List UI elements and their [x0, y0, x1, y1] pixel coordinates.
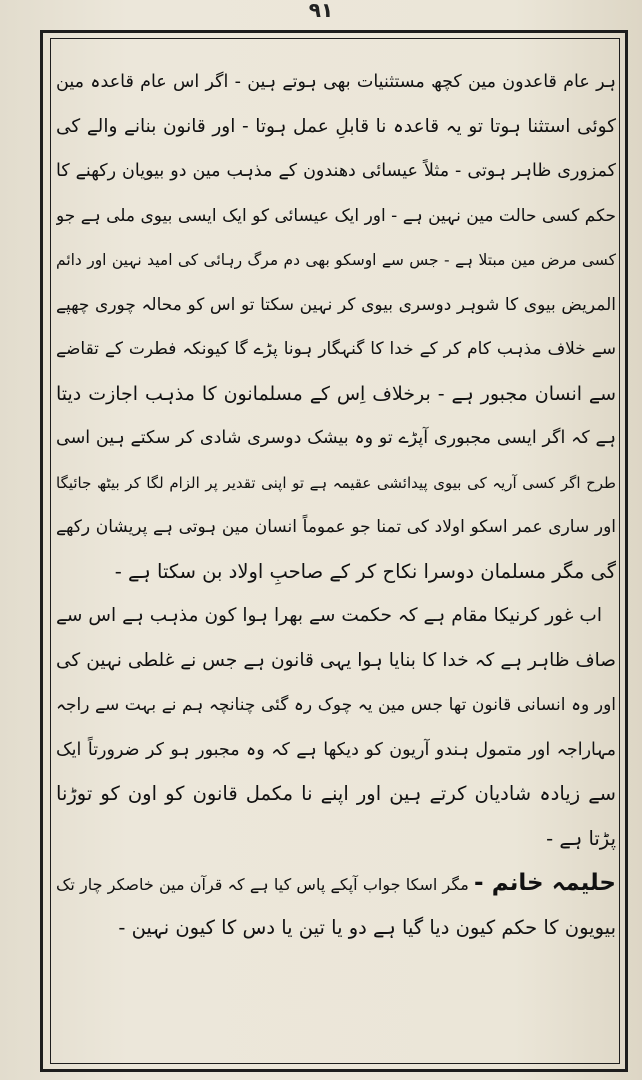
text-line: بیویون کا حکم کیون دیا گیا ہے دو یا تین یا دس کا کیون نہین - — [118, 915, 616, 939]
text-line: حکم کسی حالت مین نہین ہے - اور ایک عیسائی کو ایک ایسی بیوی ملی ہے جو — [56, 205, 616, 226]
text-line: سے انسان مجبور ہے - برخلاف اِس کے مسلمانون کا مذہب اجازت دیتا — [56, 382, 616, 405]
text-line: المریض بیوی کا شوہر دوسری بیوی کر نہین سکتا تو اس کو محالہ چوری چھپے — [56, 294, 616, 315]
text-line: پڑتا ہے - — [546, 826, 616, 850]
text-line: اور وہ انسانی قانون تھا جس مین یہ چوک رہ گئی چنانچہ ہم نے بہت سے راجہ — [56, 695, 616, 715]
speaker-line — [56, 861, 616, 906]
text-line: طرح اگر کسی آریہ کی بیوی پیدائشی عقیمہ ہے تو اپنی تقدیر پر الزام لگا کر بیٹھ جائیگا — [56, 473, 616, 492]
page-number: ۹۱ — [308, 0, 334, 22]
text-line: سے خلاف مذہب کام کر کے خدا کا گنہگار ہونا پڑے گا کیونکہ فطرت کے تقاضے — [56, 339, 616, 359]
text-line: سے زیادہ شادیان کرتے ہین اور اپنے نا مکمل قانون کو اون کو توڑنا — [56, 782, 616, 805]
text-line: اور ساری عمر اسکو اولاد کی تمنا جو عموماً انسان مین ہوتی ہے پریشان رکھے — [56, 517, 616, 537]
text-line: مہاراجہ اور متمول ہندو آریون کو دیکھا ہے کہ وہ مجبور ہو کر ضرورتاً ایک — [56, 739, 616, 760]
text-line: کسی مرض مین مبتلا ہے - جس سے اوسکو بھی دم مرگ رہائی کی امید نہین اور دائم — [56, 251, 616, 269]
text-line: گی مگر مسلمان دوسرا نکاح کر کے صاحبِ اولاد بن سکتا ہے - — [114, 559, 616, 583]
body-text — [56, 60, 616, 950]
text-line: صاف ظاہر ہے کہ خدا کا بنایا ہوا یہی قانون ہے جس نے غلطی نہین کی — [56, 649, 616, 671]
speaker-name: حلیمہ خانم - — [474, 870, 616, 896]
text-line: کمزوری ظاہر ہوتی - مثلاً عیسائی دھندون کے مذہب مین دو بیویان رکھنے کا — [56, 161, 616, 181]
text-line: اب غور کرنیکا مقام ہے کہ حکمت سے بھرا ہوا کون مذہب ہے اس سے — [56, 605, 602, 626]
text-line: ہے کہ اگر ایسی مجبوری آپڑے تو وہ بیشک دوسری شادی کر سکتے ہین اسی — [56, 428, 616, 448]
text-line: ہر عام قاعدون مین کچھ مستثنیات بھی ہوتے ہین - اگر اس عام قاعدہ مین — [56, 72, 616, 92]
speaker-text: مگر اسکا جواب آپکے پاس کیا ہے کہ قرآن مین خاصکر چار تک — [56, 875, 469, 894]
text-line: کوئی استثنا ہوتا تو یہ قاعدہ نا قابلِ عمل ہوتا - اور قانون بنانے والے کی — [56, 115, 616, 137]
